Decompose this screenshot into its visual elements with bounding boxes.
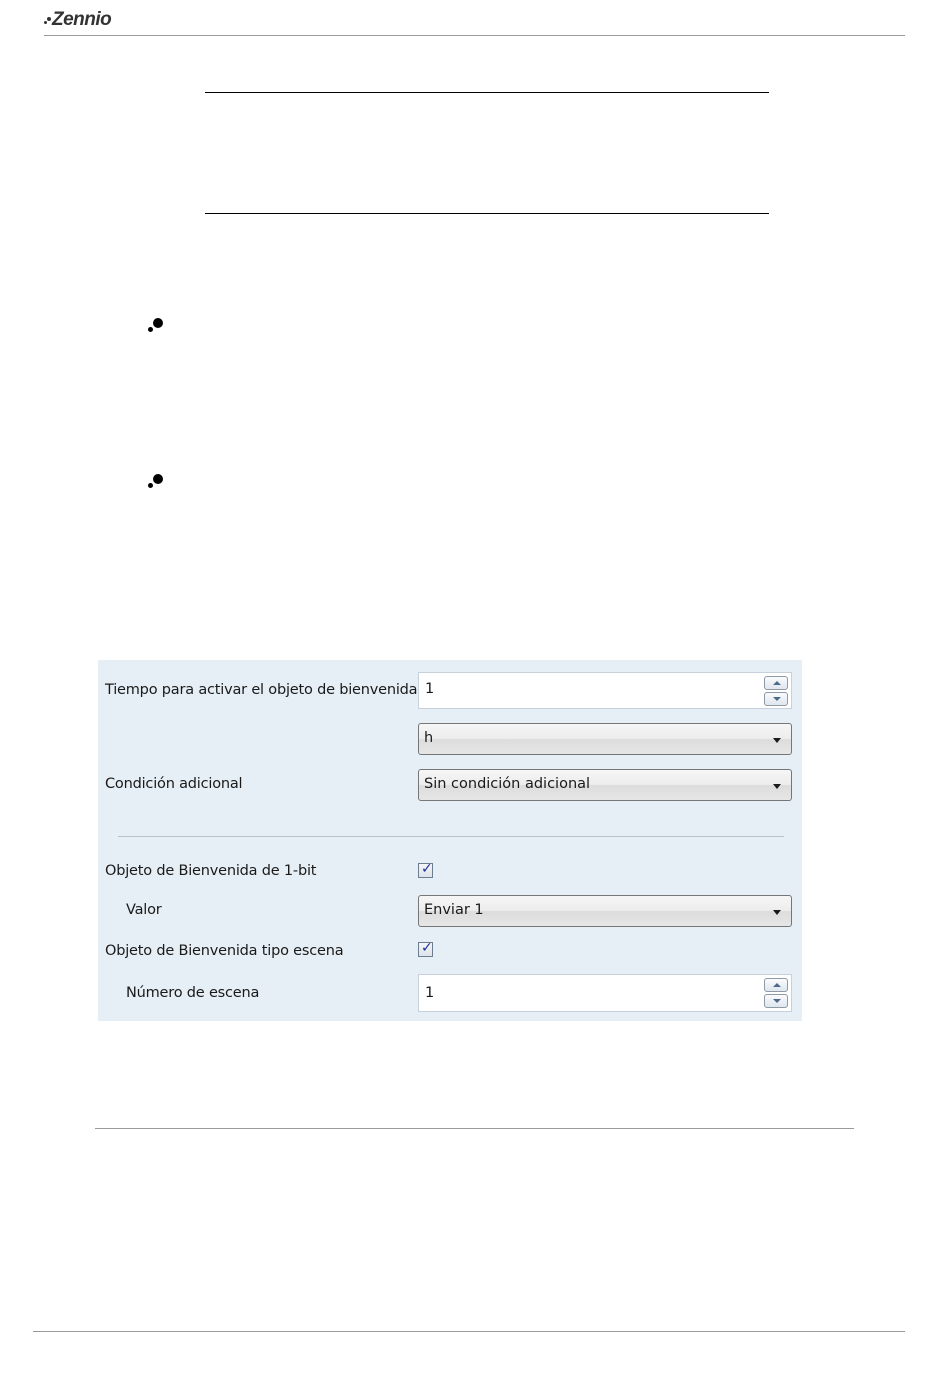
num-escena-value: 1 xyxy=(425,985,435,1001)
bullet-icon xyxy=(147,473,165,491)
num-escena-spin-input[interactable] xyxy=(418,974,792,1012)
condicion-dropdown[interactable] xyxy=(418,769,792,801)
tiempo-spin-input[interactable] xyxy=(418,672,792,709)
logo-dots-icon xyxy=(44,15,51,25)
checkmark-icon: ✓ xyxy=(421,861,433,877)
obj-escena-label: Objeto de Bienvenida tipo escena xyxy=(105,943,344,959)
spin-down-icon[interactable] xyxy=(764,692,788,706)
checkmark-icon: ✓ xyxy=(421,940,433,956)
unidad-dropdown[interactable] xyxy=(418,723,792,755)
spin-up-icon[interactable] xyxy=(764,676,788,690)
num-escena-label: Número de escena xyxy=(126,985,260,1001)
spin-up-icon[interactable] xyxy=(764,978,788,992)
obj-escena-checkbox[interactable] xyxy=(418,942,433,957)
unidad-value: h xyxy=(424,730,434,746)
condicion-value: Sin condición adicional xyxy=(424,776,591,792)
spin-down-icon[interactable] xyxy=(764,994,788,1008)
panel-separator xyxy=(118,836,784,837)
valor-value: Enviar 1 xyxy=(424,902,484,918)
obj-1bit-label: Objeto de Bienvenida de 1-bit xyxy=(105,863,317,879)
tiempo-value: 1 xyxy=(425,681,435,697)
condicion-label: Condición adicional xyxy=(105,776,243,792)
logo-text: Zennio xyxy=(52,9,112,30)
bullet-icon xyxy=(147,317,165,335)
obj-1bit-checkbox[interactable] xyxy=(418,863,433,878)
footer-rule xyxy=(33,1331,905,1332)
note-top-rule xyxy=(205,92,769,93)
tiempo-label: Tiempo para activar el objeto de bienvenida xyxy=(105,682,418,698)
section-rule xyxy=(95,1128,854,1129)
chevron-down-icon xyxy=(773,738,781,743)
valor-label: Valor xyxy=(126,902,162,918)
header-rule xyxy=(44,35,905,36)
zennio-logo xyxy=(44,9,111,31)
valor-dropdown[interactable] xyxy=(418,895,792,927)
parameters-panel xyxy=(98,660,802,1021)
chevron-down-icon xyxy=(773,784,781,789)
note-bottom-rule xyxy=(205,213,769,214)
chevron-down-icon xyxy=(773,910,781,915)
